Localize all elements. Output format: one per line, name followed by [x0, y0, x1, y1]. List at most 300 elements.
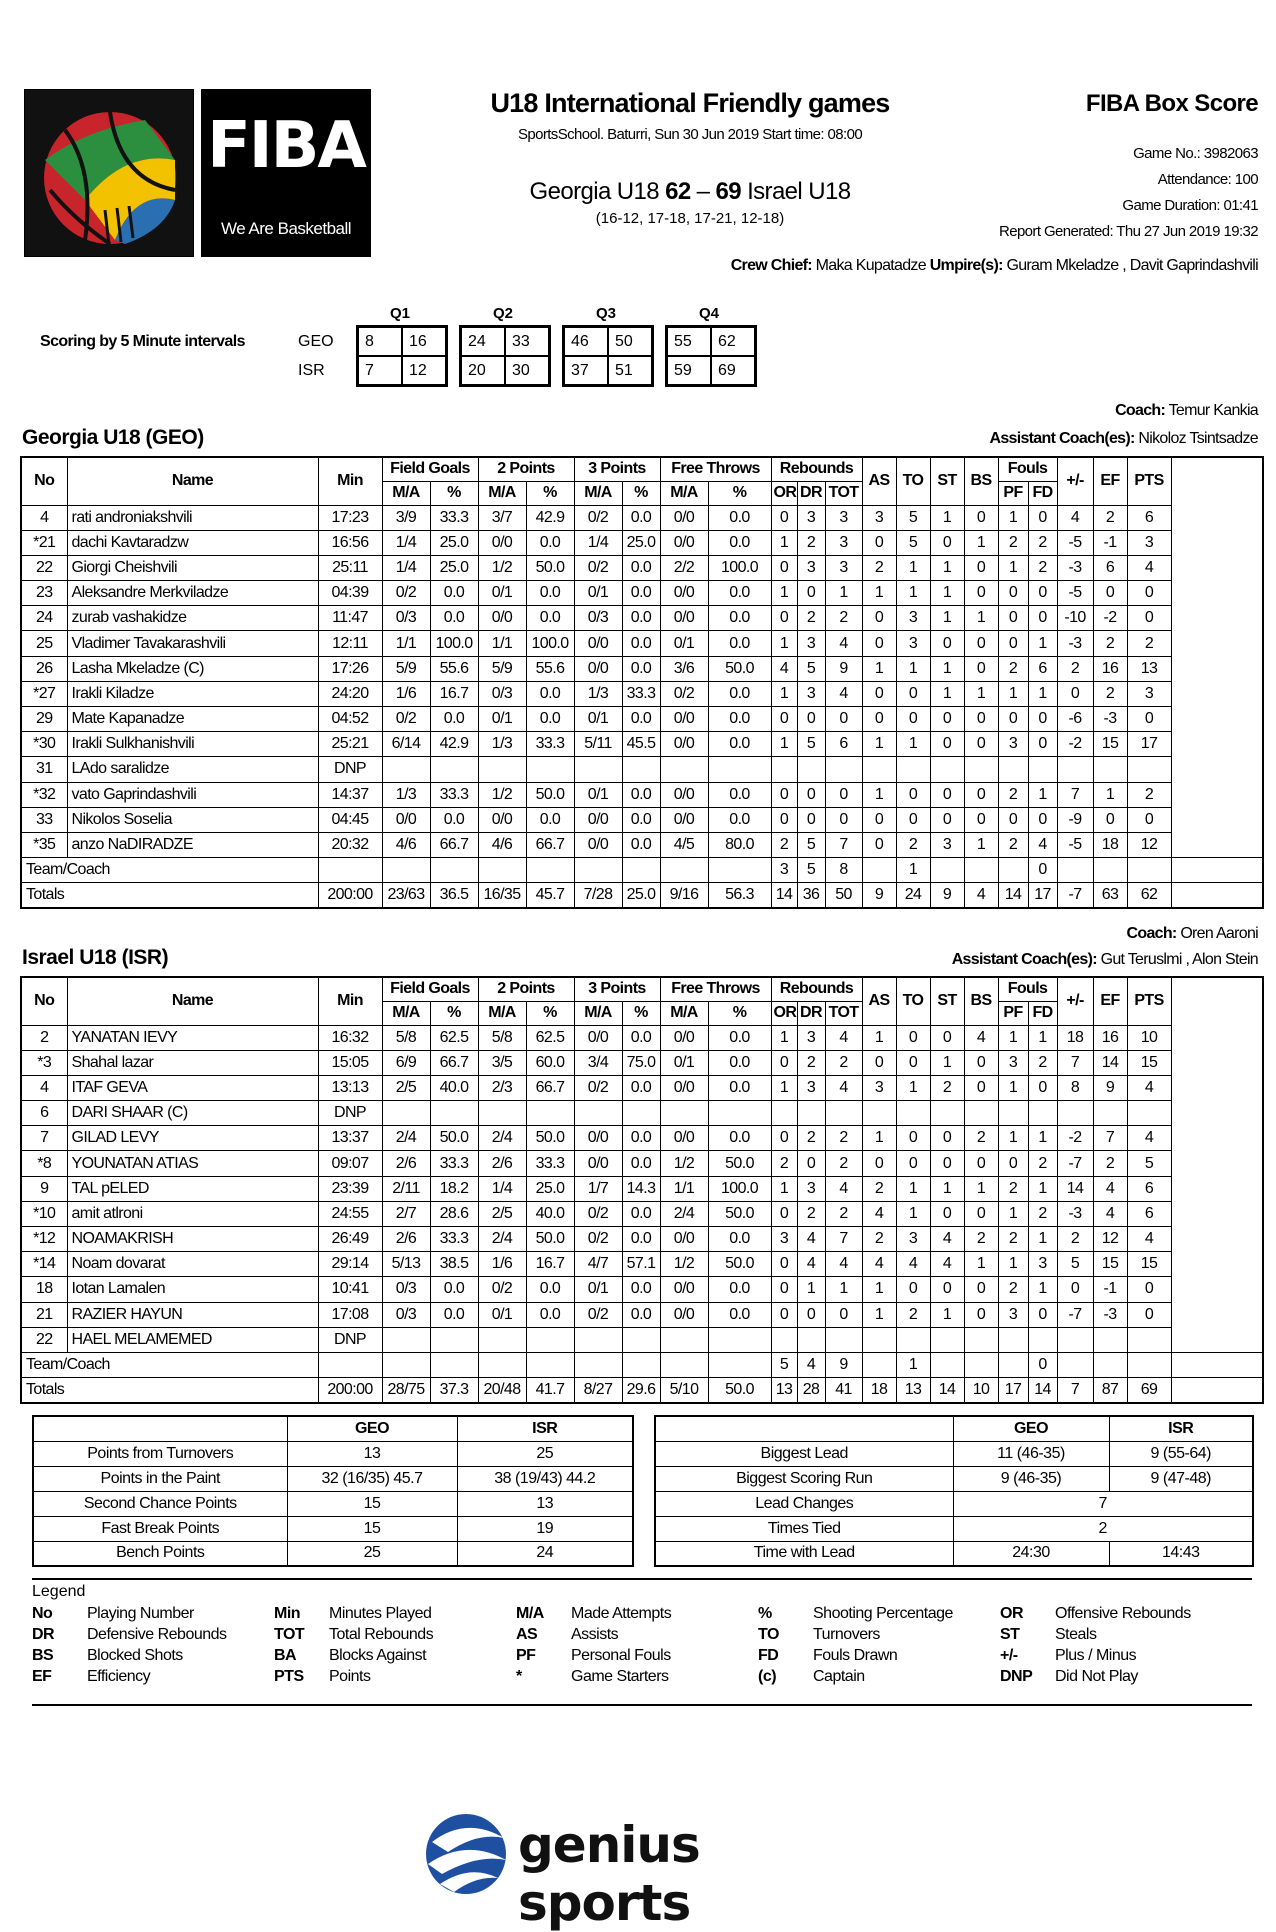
legend-item: [32, 1647, 183, 1665]
legend-abbr: Min: [274, 1605, 301, 1622]
team-rebounds-tot: 9: [825, 1352, 862, 1377]
column-header: %: [430, 1001, 478, 1025]
player-cell: *8: [21, 1151, 67, 1176]
player-cell: 23: [21, 581, 67, 606]
empty-cell: [1093, 1327, 1127, 1352]
totals-cell: 17: [1028, 883, 1057, 908]
empty-cell: [430, 858, 478, 883]
player-cell: 2/4: [382, 1126, 430, 1151]
player-cell: 55.6: [526, 656, 574, 681]
interval-score-isr: 12: [402, 356, 446, 385]
player-row: [21, 555, 1263, 580]
player-cell: 0: [964, 1050, 998, 1075]
player-cell: 0.0: [622, 782, 660, 807]
player-cell: 0: [998, 1151, 1028, 1176]
legend-desc: Offensive Rebounds: [1055, 1605, 1191, 1622]
player-cell: 55.6: [430, 656, 478, 681]
isr-coach: [1127, 925, 1258, 943]
coach-label: Coach:: [1126, 925, 1177, 942]
empty-cell: [430, 1101, 478, 1126]
legend-item: [1000, 1647, 1136, 1665]
totals-cell: 36: [797, 883, 825, 908]
legend-desc: Defensive Rebounds: [87, 1626, 227, 1643]
empty-cell: [930, 1101, 964, 1126]
player-cell: 1: [998, 1126, 1028, 1151]
column-header: Field Goals: [382, 457, 478, 481]
stats-row: [655, 1541, 1253, 1566]
player-cell: 1: [825, 1277, 862, 1302]
player-cell: 4: [825, 1075, 862, 1100]
player-cell: 2: [1028, 1151, 1057, 1176]
stats-row: [655, 1491, 1253, 1516]
team-coach-row: [21, 858, 1263, 883]
player-cell: 0.0: [622, 1025, 660, 1050]
player-cell: 1: [998, 555, 1028, 580]
player-cell: 7: [1093, 1126, 1127, 1151]
empty-cell: [708, 1101, 771, 1126]
header-row: [21, 457, 1263, 481]
empty-cell: [660, 858, 708, 883]
empty-cell: [526, 1352, 574, 1377]
player-row: [21, 505, 1263, 530]
player-cell: 0.0: [622, 555, 660, 580]
empty-cell: [771, 757, 797, 782]
assistant-label: Assistant Coach(es):: [951, 951, 1097, 968]
home-score: 62: [665, 178, 691, 205]
empty-cell: [930, 1352, 964, 1377]
legend-abbr: ST: [1000, 1626, 1020, 1643]
player-cell: 3: [797, 1025, 825, 1050]
legend-abbr: BA: [274, 1647, 297, 1664]
player-name: Aleksandre Merkviladze: [67, 581, 318, 606]
player-cell: 0: [862, 631, 896, 656]
player-cell: 1: [1028, 1176, 1057, 1201]
player-cell: 6: [21, 1101, 67, 1126]
column-header: Free Throws: [660, 457, 771, 481]
player-cell: 3/6: [660, 656, 708, 681]
player-cell: 0: [930, 807, 964, 832]
player-cell: 04:39: [318, 581, 382, 606]
legend-top-rule: [32, 1578, 1252, 1580]
player-cell: 0: [896, 1126, 930, 1151]
player-cell: 50.0: [526, 1126, 574, 1151]
interval-team-geo: GEO: [298, 333, 334, 350]
interval-score-geo: 16: [402, 327, 446, 356]
player-cell: 1: [771, 1025, 797, 1050]
player-cell: 50.0: [708, 1151, 771, 1176]
legend: [32, 1583, 1250, 1693]
player-cell: 50.0: [708, 1201, 771, 1226]
empty-cell: [1093, 757, 1127, 782]
umpires-label: Umpire(s):: [929, 257, 1003, 274]
player-cell: 14: [1057, 1176, 1093, 1201]
player-name: NOAMAKRISH: [67, 1227, 318, 1252]
player-cell: 1/2: [660, 1151, 708, 1176]
player-cell: DNP: [318, 1101, 382, 1126]
player-cell: 0.0: [526, 707, 574, 732]
player-cell: 0.0: [708, 732, 771, 757]
interval-score-geo: 55: [667, 327, 711, 356]
player-cell: 2: [797, 1201, 825, 1226]
player-cell: 2: [1127, 631, 1171, 656]
player-cell: 4/7: [574, 1252, 622, 1277]
totals-cell: 28/75: [382, 1378, 430, 1403]
player-cell: 1: [862, 782, 896, 807]
player-cell: 3: [797, 631, 825, 656]
player-cell: 0.0: [708, 707, 771, 732]
player-cell: 0: [896, 707, 930, 732]
player-row: [21, 656, 1263, 681]
player-cell: 1/6: [478, 1252, 526, 1277]
player-row: [21, 1252, 1263, 1277]
stats-row: [33, 1541, 633, 1566]
column-header: 3 Points: [574, 457, 660, 481]
empty-cell: [1127, 1352, 1171, 1377]
player-cell: 2: [771, 832, 797, 857]
stats-row: [655, 1466, 1253, 1491]
player-cell: 25.0: [622, 530, 660, 555]
player-cell: 1: [771, 732, 797, 757]
player-cell: 0: [964, 1201, 998, 1226]
column-header: DR: [797, 481, 825, 505]
player-cell: 24:55: [318, 1201, 382, 1226]
empty-cell: [862, 757, 896, 782]
legend-item: [274, 1647, 426, 1665]
player-cell: 4: [896, 1252, 930, 1277]
stats-value: 19: [457, 1516, 633, 1541]
column-header: %: [622, 1001, 660, 1025]
empty-cell: [430, 757, 478, 782]
player-cell: 3: [797, 1176, 825, 1201]
player-cell: 4: [1127, 555, 1171, 580]
player-cell: 12: [1093, 1227, 1127, 1252]
player-cell: 66.7: [526, 1075, 574, 1100]
player-cell: 4: [1093, 1201, 1127, 1226]
stats-header: [33, 1416, 287, 1441]
legend-item: [32, 1668, 150, 1686]
empty-cell: [478, 1327, 526, 1352]
isr-team-title: Israel U18 (ISR): [22, 946, 169, 969]
player-cell: 0.0: [430, 807, 478, 832]
player-cell: 1/4: [574, 530, 622, 555]
player-cell: 0: [1127, 707, 1171, 732]
empty-cell: [478, 1101, 526, 1126]
stats-header-row: [655, 1416, 1253, 1441]
column-header: M/A: [478, 1001, 526, 1025]
player-cell: 0/0: [660, 782, 708, 807]
player-cell: 2: [998, 530, 1028, 555]
column-header: 2 Points: [478, 457, 574, 481]
legend-abbr: OR: [1000, 1605, 1023, 1622]
player-cell: 0: [862, 1151, 896, 1176]
player-cell: 1: [964, 681, 998, 706]
player-cell: 66.7: [430, 832, 478, 857]
column-header: M/A: [478, 481, 526, 505]
interval-score-geo: 33: [505, 327, 549, 356]
assistant-name: Nikoloz Tsintsadze: [1138, 430, 1258, 447]
totals-cell: 8/27: [574, 1378, 622, 1403]
player-cell: 2: [998, 1277, 1028, 1302]
column-header: M/A: [574, 1001, 622, 1025]
player-cell: 0: [964, 732, 998, 757]
interval-team-isr: ISR: [298, 362, 325, 379]
player-cell: 0/2: [574, 555, 622, 580]
player-cell: 0/3: [574, 606, 622, 631]
player-name: Mate Kapanadze: [67, 707, 318, 732]
player-cell: 0: [825, 707, 862, 732]
player-cell: 0: [771, 707, 797, 732]
player-cell: 1: [930, 1302, 964, 1327]
player-cell: 1: [896, 1176, 930, 1201]
empty-cell: [526, 757, 574, 782]
legend-desc: Game Starters: [571, 1668, 669, 1685]
player-cell: 33.3: [526, 732, 574, 757]
player-cell: 1/2: [660, 1252, 708, 1277]
empty-cell: [964, 1101, 998, 1126]
column-header: M/A: [382, 1001, 430, 1025]
player-cell: 0: [964, 1302, 998, 1327]
player-name: HAEL MELAMEMED: [67, 1327, 318, 1352]
legend-desc: Efficiency: [87, 1668, 151, 1685]
empty-cell: [896, 1101, 930, 1126]
player-cell: 0: [964, 807, 998, 832]
player-row: [21, 530, 1263, 555]
player-cell: 04:52: [318, 707, 382, 732]
player-cell: 0.0: [526, 606, 574, 631]
legend-desc: Total Rebounds: [329, 1626, 434, 1643]
legend-abbr: AS: [516, 1626, 538, 1643]
player-cell: -5: [1057, 530, 1093, 555]
player-cell: 0: [930, 1126, 964, 1151]
player-cell: 17:23: [318, 505, 382, 530]
stats-label: Biggest Scoring Run: [655, 1466, 953, 1491]
player-cell: 0.0: [708, 1227, 771, 1252]
empty-cell: [1093, 1352, 1127, 1377]
stats-label: Points in the Paint: [33, 1466, 287, 1491]
player-cell: 42.9: [526, 505, 574, 530]
empty-cell: [574, 858, 622, 883]
player-cell: 1: [862, 1302, 896, 1327]
player-cell: 16:32: [318, 1025, 382, 1050]
player-cell: 1: [896, 581, 930, 606]
player-cell: 0: [862, 807, 896, 832]
totals-cell: 17: [998, 1378, 1028, 1403]
player-cell: 0.0: [430, 581, 478, 606]
away-team: Israel U18: [747, 178, 851, 205]
empty-cell: [862, 1327, 896, 1352]
player-cell: 0: [862, 1050, 896, 1075]
interval-score-geo: 50: [608, 327, 652, 356]
interval-score-isr: 20: [461, 356, 505, 385]
player-cell: 0.0: [708, 631, 771, 656]
player-cell: 7: [21, 1126, 67, 1151]
player-cell: 0: [998, 807, 1028, 832]
legend-item: [32, 1626, 227, 1644]
score-dash: –: [696, 178, 710, 205]
player-cell: 3: [825, 530, 862, 555]
player-cell: 50.0: [708, 656, 771, 681]
legend-item: [1000, 1626, 1096, 1644]
player-cell: 2: [797, 1050, 825, 1075]
empty-cell: [930, 1327, 964, 1352]
player-cell: 1: [862, 1126, 896, 1151]
player-cell: 2: [1028, 530, 1057, 555]
stats-label: Second Chance Points: [33, 1491, 287, 1516]
player-cell: 50.0: [708, 1252, 771, 1277]
player-cell: 0/0: [660, 1075, 708, 1100]
legend-item: [516, 1668, 669, 1686]
column-header: 2 Points: [478, 977, 574, 1001]
player-cell: 0/1: [660, 1050, 708, 1075]
empty-cell: [1057, 1352, 1093, 1377]
column-header: M/A: [574, 481, 622, 505]
totals-cell: 9: [930, 883, 964, 908]
empty-cell: [574, 1327, 622, 1352]
player-cell: 0: [1028, 1075, 1057, 1100]
stats-value: 13: [457, 1491, 633, 1516]
player-cell: 3: [797, 555, 825, 580]
player-cell: 1/3: [574, 681, 622, 706]
interval-box-q3: [562, 325, 654, 387]
player-cell: 0.0: [622, 1075, 660, 1100]
player-cell: 10:41: [318, 1277, 382, 1302]
player-cell: 0/0: [660, 732, 708, 757]
player-cell: 0: [797, 581, 825, 606]
player-cell: 2: [896, 832, 930, 857]
player-cell: 7: [825, 832, 862, 857]
player-cell: -10: [1057, 606, 1093, 631]
player-cell: 0.0: [526, 1302, 574, 1327]
player-cell: 2: [1057, 656, 1093, 681]
player-cell: 1: [964, 832, 998, 857]
totals-cell: 50.0: [708, 1378, 771, 1403]
genius-sports-globe-icon: [418, 1808, 514, 1898]
player-cell: 0/2: [660, 681, 708, 706]
player-cell: 1: [1028, 1126, 1057, 1151]
interval-score-isr: 30: [505, 356, 549, 385]
empty-cell: [998, 858, 1028, 883]
player-row: [21, 581, 1263, 606]
player-cell: 0/2: [574, 1227, 622, 1252]
player-cell: 1: [930, 656, 964, 681]
totals-cell: 9/16: [660, 883, 708, 908]
empty-cell: [1057, 858, 1093, 883]
empty-cell: [964, 1327, 998, 1352]
stats-value: 32 (16/35) 45.7: [287, 1466, 457, 1491]
player-cell: 0/0: [660, 1277, 708, 1302]
player-cell: 4: [825, 1025, 862, 1050]
fiba-word: FIBA: [207, 109, 365, 183]
column-header: Rebounds: [771, 977, 862, 1001]
empty-cell: [660, 1352, 708, 1377]
player-cell: 50.0: [430, 1126, 478, 1151]
player-cell: 0/0: [478, 606, 526, 631]
player-cell: 0: [771, 807, 797, 832]
player-cell: 2/7: [382, 1201, 430, 1226]
player-cell: 2/2: [660, 555, 708, 580]
player-cell: 1: [771, 681, 797, 706]
player-cell: 3: [1127, 681, 1171, 706]
stats-value: 15: [287, 1516, 457, 1541]
player-cell: 16: [1093, 656, 1127, 681]
totals-cell: 4: [964, 883, 998, 908]
player-cell: 50.0: [526, 782, 574, 807]
player-cell: 12:11: [318, 631, 382, 656]
empty-cell: [998, 1352, 1028, 1377]
column-header: %: [708, 481, 771, 505]
legend-item: [758, 1647, 897, 1665]
empty-cell: [1093, 858, 1127, 883]
legend-item: [758, 1605, 953, 1623]
player-cell: 2/5: [478, 1201, 526, 1226]
player-cell: -3: [1057, 555, 1093, 580]
player-cell: 5: [896, 530, 930, 555]
player-cell: 5/11: [574, 732, 622, 757]
player-cell: 5: [797, 732, 825, 757]
player-cell: 0/3: [478, 681, 526, 706]
player-cell: 0: [1028, 807, 1057, 832]
player-cell: 2: [998, 782, 1028, 807]
column-header: OR: [771, 1001, 797, 1025]
player-cell: 0: [930, 1201, 964, 1226]
player-name: DARI SHAAR (C): [67, 1101, 318, 1126]
player-cell: 0: [896, 1050, 930, 1075]
legend-abbr: TO: [758, 1626, 779, 1643]
player-cell: 66.7: [526, 832, 574, 857]
empty-cell: [1028, 1327, 1057, 1352]
player-cell: 9: [21, 1176, 67, 1201]
legend-item: [758, 1668, 865, 1686]
interval-quarter-label: Q4: [698, 305, 719, 322]
player-cell: *35: [21, 832, 67, 857]
player-cell: 22: [21, 1327, 67, 1352]
player-cell: 0/1: [478, 707, 526, 732]
stats-row: [655, 1441, 1253, 1466]
player-cell: 16: [1093, 1025, 1127, 1050]
legend-item: [1000, 1605, 1191, 1623]
player-cell: 0: [964, 782, 998, 807]
team-turnovers: 1: [896, 858, 930, 883]
team-rebounds-dr: 5: [797, 858, 825, 883]
player-cell: 0: [998, 581, 1028, 606]
player-cell: 0/1: [478, 581, 526, 606]
home-team: Georgia U18: [529, 178, 660, 205]
empty-cell: [964, 858, 998, 883]
player-cell: 33.3: [430, 1227, 478, 1252]
stats-label: Fast Break Points: [33, 1516, 287, 1541]
totals-cell: 24: [896, 883, 930, 908]
player-cell: 1: [964, 1176, 998, 1201]
player-cell: 11:47: [318, 606, 382, 631]
player-cell: -5: [1057, 581, 1093, 606]
totals-cell: 9: [862, 883, 896, 908]
totals-cell: -7: [1057, 883, 1093, 908]
player-cell: 1: [930, 1176, 964, 1201]
player-cell: 2: [998, 832, 1028, 857]
player-row: [21, 782, 1263, 807]
player-cell: 0/3: [382, 606, 430, 631]
player-cell: 0: [797, 807, 825, 832]
empty-cell: [862, 1352, 896, 1377]
player-cell: 0/2: [574, 505, 622, 530]
player-cell: 1: [930, 505, 964, 530]
empty-cell: [771, 1327, 797, 1352]
player-cell: 5/13: [382, 1252, 430, 1277]
player-cell: 17:08: [318, 1302, 382, 1327]
stats-row: [33, 1441, 633, 1466]
player-cell: -3: [1093, 1302, 1127, 1327]
player-cell: 7: [1057, 782, 1093, 807]
